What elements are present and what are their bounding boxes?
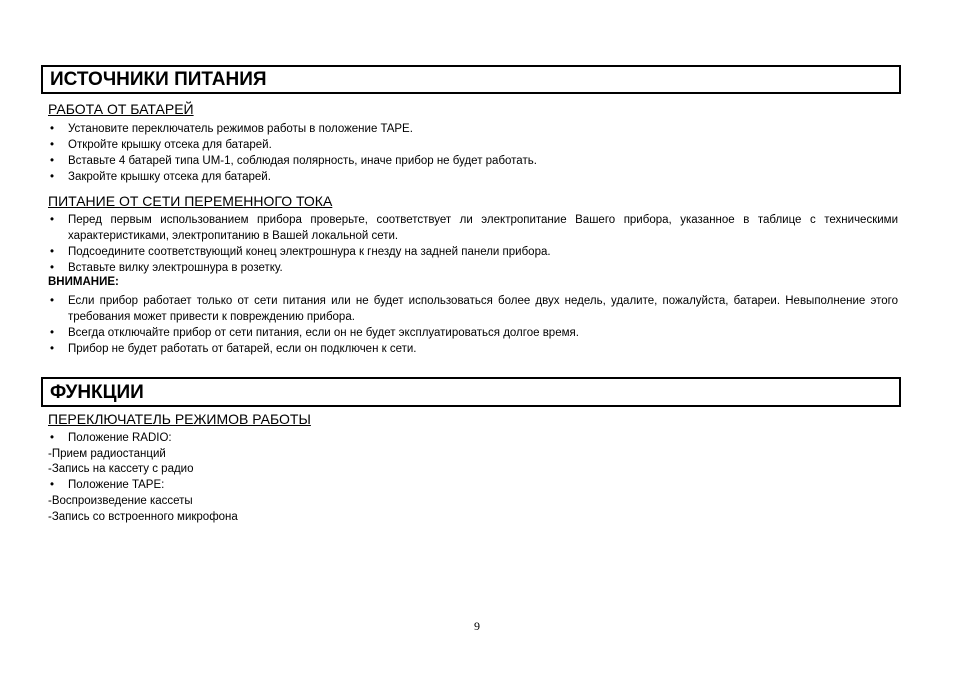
battery-steps-list <box>48 121 898 185</box>
list-item: • Перед первым использованием прибора проверьте, соответствует ли электропитание Вашего прибора, указанное в таблице с техническими характеристиками, электропитанию в Вашей локальной сети. <box>50 214 898 242</box>
page-number: 9 <box>474 619 480 633</box>
section-title-functions: ФУНКЦИИ <box>41 377 901 407</box>
bullet-icon: • <box>50 246 55 258</box>
list-item: • Прибор не будет работать от батарей, если он подключен к сети. <box>50 343 417 355</box>
bullet-icon: • <box>50 343 55 355</box>
section-title-power-sources: ИСТОЧНИКИ ПИТАНИЯ <box>41 65 901 94</box>
list-item: • Вставьте вилку электрошнура в розетку. <box>50 262 283 274</box>
list-item: • Положение RADIO: <box>50 432 172 444</box>
list-item: • Подсоедините соответствующий конец электрошнура к гнезду на задней панели прибора. <box>50 246 551 258</box>
tape-line-1: -Воспроизведение кассеты <box>48 495 193 507</box>
radio-mode-item <box>48 430 898 446</box>
list-item: • Положение TAPE: <box>50 479 165 491</box>
bullet-icon: • <box>50 155 55 167</box>
subheading-mode-switch: ПЕРЕКЛЮЧАТЕЛЬ РЕЖИМОВ РАБОТЫ <box>48 411 311 427</box>
bullet-icon: • <box>50 123 55 135</box>
bullet-icon: • <box>50 295 55 307</box>
list-item: • Если прибор работает только от сети питания или не будет использоваться более двух недель, удалите, пожалуйста, батареи. Невыполнение этого требования может привести к повреждению прибора. <box>50 295 898 323</box>
warning-label: ВНИМАНИЕ: <box>48 276 119 288</box>
bullet-icon: • <box>50 327 55 339</box>
bullet-icon: • <box>50 262 55 274</box>
list-item: • Вставьте 4 батарей типа UM-1, соблюдая полярность, иначе прибор не будет работать. <box>50 155 537 167</box>
tape-mode-item <box>48 477 898 493</box>
list-item: • Откройте крышку отсека для батарей. <box>50 139 272 151</box>
list-item: • Установите переключатель режимов работы в положение TAPE. <box>50 123 413 135</box>
list-item: • Закройте крышку отсека для батарей. <box>50 171 271 183</box>
radio-line-2: -Запись на кассету с радио <box>48 463 194 475</box>
bullet-icon: • <box>50 432 55 444</box>
tape-line-2: -Запись со встроенного микрофона <box>48 511 238 523</box>
subheading-battery: РАБОТА ОТ БАТАРЕЙ <box>48 101 194 117</box>
radio-line-1: -Прием радиостанций <box>48 448 166 460</box>
ac-power-steps-list <box>48 212 898 276</box>
subheading-ac-power: ПИТАНИЕ ОТ СЕТИ ПЕРЕМЕННОГО ТОКА <box>48 193 333 209</box>
bullet-icon: • <box>50 171 55 183</box>
bullet-icon: • <box>50 139 55 151</box>
warning-list <box>48 293 898 357</box>
bullet-icon: • <box>50 479 55 491</box>
bullet-icon: • <box>50 214 55 226</box>
list-item: • Всегда отключайте прибор от сети питания, если он не будет эксплуатироваться долгое время. <box>50 327 579 339</box>
